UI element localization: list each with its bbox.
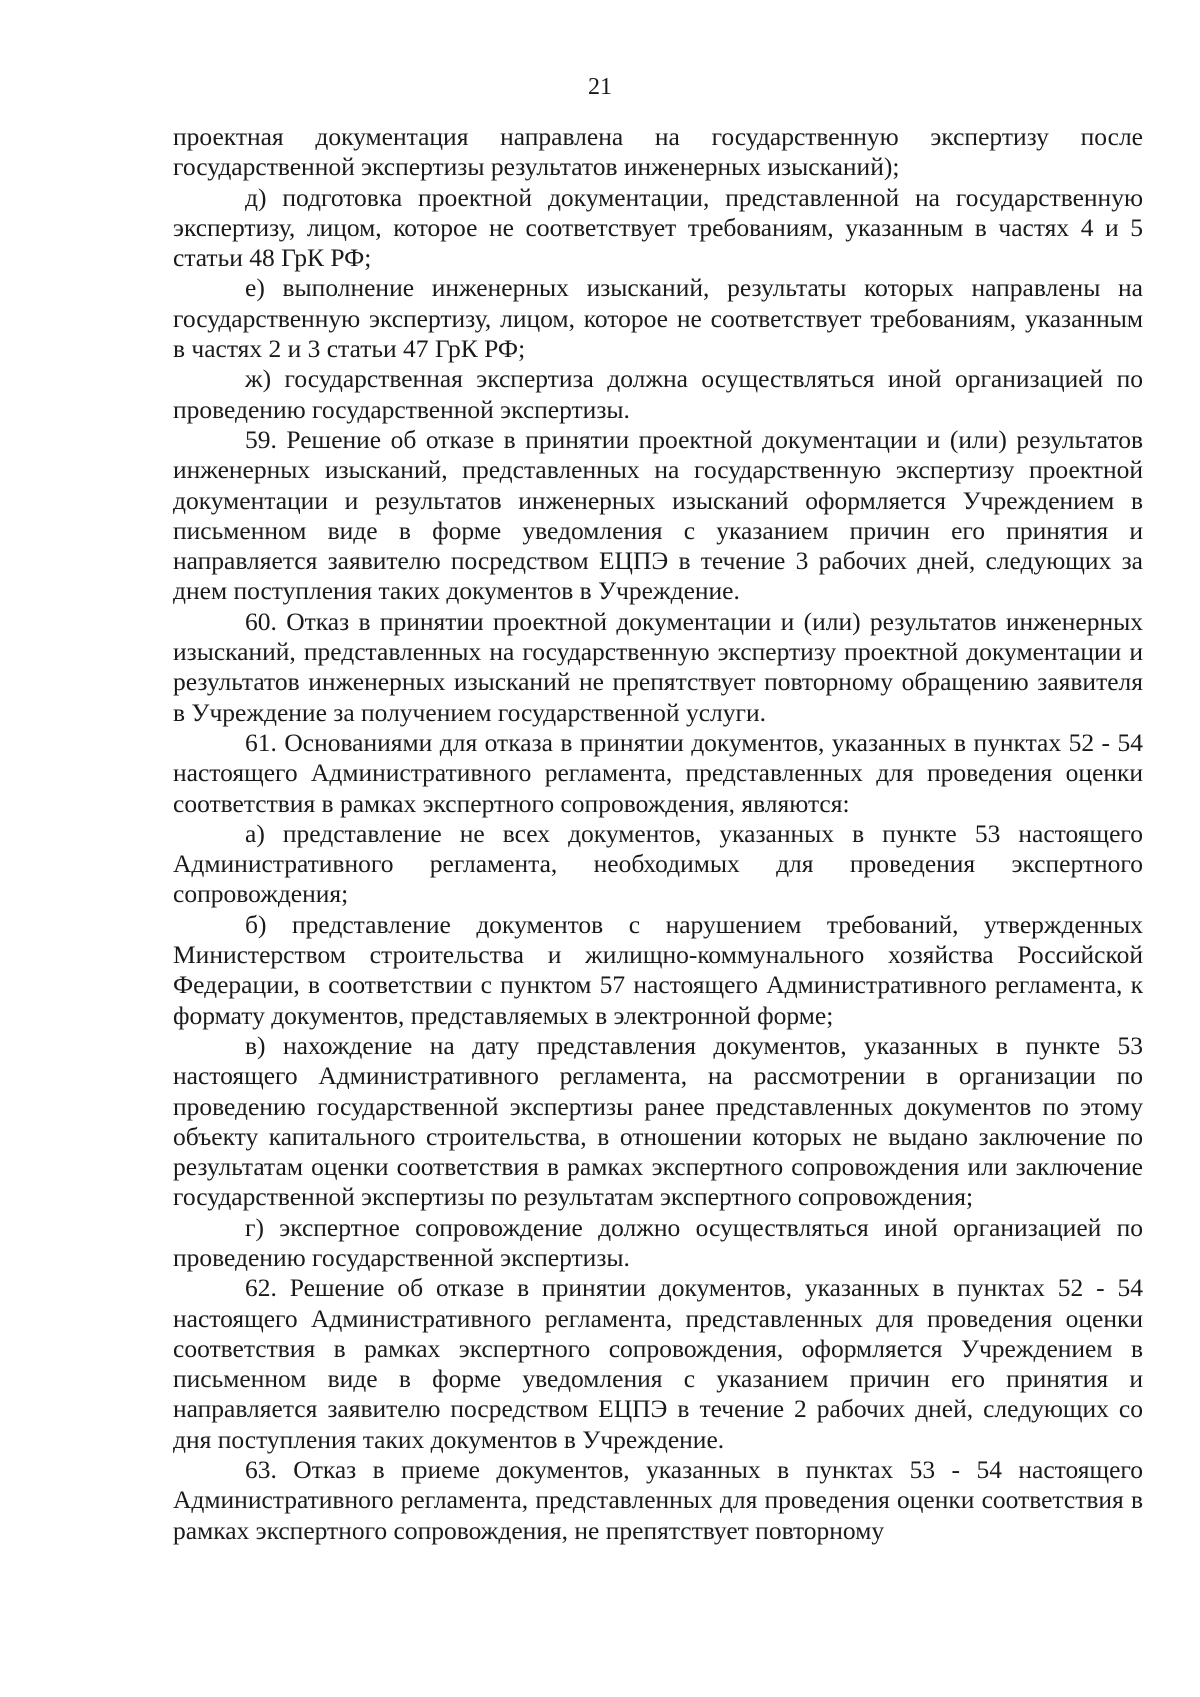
paragraph-item-zh: ж) государственная экспертиза должна осуществляться иной организацией по проведению государственной экспертизы.: [173, 364, 1143, 424]
paragraph-59: 59. Решение об отказе в принятии проектной документации и (или) результатов инженерных изысканий, представленных на государственную экспертизу проектной документации и результатов инженерных изысканий оформляется Учреждением в письменном виде в форме уведомления с указанием причин его принятия и направляется заявителю посредством ЕЦПЭ в течение 3 рабочих дней, следующих за днем поступления таких документов в Учреждение.: [173, 424, 1143, 606]
paragraph-60: 60. Отказ в принятии проектной документации и (или) результатов инженерных изысканий, представленных на государственную экспертизу проектной документации и результатов инженерных изысканий не препятствует повторному обращению заявителя в Учреждение за получением государственной услуги.: [173, 606, 1143, 727]
paragraph-61: 61. Основаниями для отказа в принятии документов, указанных в пунктах 52 - 54 настоящего Административного регламента, представленных для проведения оценки соответствия в рамках экспертного сопровождения, являются:: [173, 727, 1143, 818]
paragraph-61-item-v: в) нахождение на дату представления документов, указанных в пункте 53 настоящего Административного регламента, на рассмотрении в организации по проведению государственной экспертизы ранее представленных документов по этому объекту капитального строительства, в отношении которых не выдано заключение по результатам оценки соответствия в рамках экспертного сопровождения или заключение государственной экспертизы по результатам экспертного сопровождения;: [173, 1030, 1143, 1212]
paragraph-61-item-b: б) представление документов с нарушением требований, утвержденных Министерством строительства и жилищно-коммунального хозяйства Российской Федерации, в соответствии с пунктом 57 настоящего Административного регламента, к формату документов, представляемых в электронной форме;: [173, 909, 1143, 1030]
paragraph-item-e: е) выполнение инженерных изысканий, результаты которых направлены на государственную экспертизу, лицом, которое не соответствует требованиям, указанным в частях 2 и 3 статьи 47 ГрК РФ;: [173, 273, 1143, 364]
paragraph-61-item-a: а) представление не всех документов, указанных в пункте 53 настоящего Административного регламента, необходимых для проведения экспертного сопровождения;: [173, 818, 1143, 909]
paragraph-63: 63. Отказ в приеме документов, указанных в пунктах 53 - 54 настоящего Административного регламента, представленных для проведения оценки соответствия в рамках экспертного сопровождения, не препятствует повторному: [173, 1455, 1143, 1545]
document-body: [173, 122, 1143, 1546]
paragraph-continuation: проектная документация направлена на государственную экспертизу после государственной экспертизы результатов инженерных изысканий);: [173, 122, 1143, 182]
page-number: 21: [588, 74, 612, 100]
paragraph-61-item-g: г) экспертное сопровождение должно осуществляться иной организацией по проведению государственной экспертизы.: [173, 1212, 1143, 1272]
paragraph-62: 62. Решение об отказе в принятии документов, указанных в пунктах 52 - 54 настоящего Административного регламента, представленных для проведения оценки соответствия в рамках экспертного сопровождения, оформляется Учреждением в письменном виде в форме уведомления с указанием причин его принятия и направляется заявителю посредством ЕЦПЭ в течение 2 рабочих дней, следующих со дня поступления таких документов в Учреждение.: [173, 1273, 1143, 1454]
paragraph-item-d: д) подготовка проектной документации, представленной на государственную экспертизу, лицом, которое не соответствует требованиям, указанным в частях 4 и 5 статьи 48 ГрК РФ;: [173, 182, 1143, 273]
